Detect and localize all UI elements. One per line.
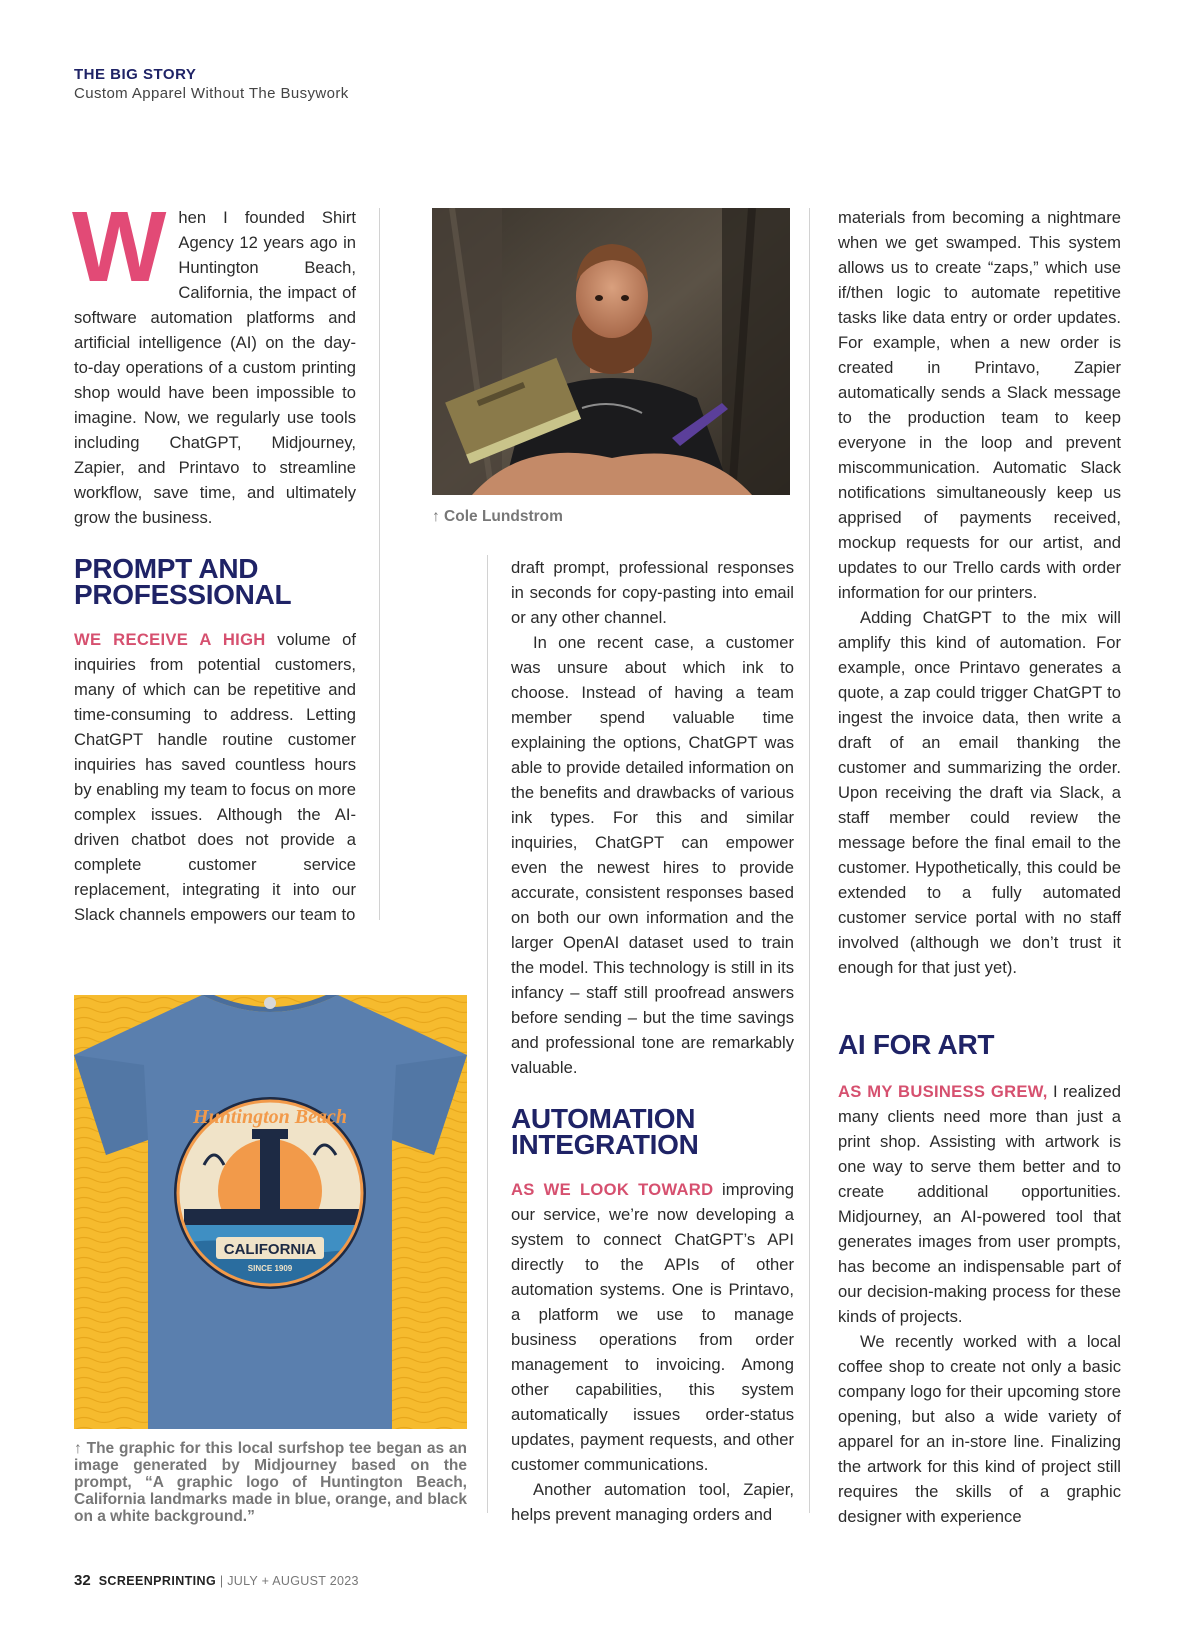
magazine-name: SCREENPRINTING	[98, 1574, 217, 1588]
page-footer	[74, 1572, 359, 1589]
tshirt-illustration	[74, 995, 467, 1429]
lead-in: AS MY BUSINESS GREW,	[838, 1082, 1048, 1101]
column-1-body	[74, 627, 356, 927]
heading-automation-integration: AUTOMATION INTEGRATION	[511, 1103, 699, 1160]
badge-since-text: SINCE 1909	[247, 1264, 293, 1273]
footer-separator: |	[216, 1574, 228, 1588]
page-number: 32	[74, 1572, 91, 1589]
column-2-paragraph-2: In one recent case, a customer was unsure about which ink to choose. Instead of having a team member spend valuable time explaining the options, ChatGPT was able to provide detailed information on the benefits and drawbacks of various ink types. For this and similar inquiries, ChatGPT can empower even the newest hires to provide accurate, consistent responses based on both our own information and the larger OpenAI dataset used to train the model. This technology is still in its infancy – staff still proofread answers before sending – but the time savings and professional tone are remarkably valuable.	[511, 633, 794, 1077]
column-3-paragraph-4: We recently worked with a local coffee shop to create not only a basic company logo for their upcoming store opening, but also a wide variety of apparel for an in-store line. Finalizing the artwork for this kind of project still requires the skills of a graphic designer with experience	[838, 1332, 1121, 1526]
lead-in: WE RECEIVE A HIGH	[74, 630, 266, 649]
column-rule-1	[379, 208, 380, 920]
column-2-bottom	[511, 1177, 794, 1527]
badge-bottom-text: CALIFORNIA	[223, 1241, 317, 1258]
column-rule-2	[487, 555, 488, 1513]
portrait-illustration	[432, 208, 790, 495]
portrait-photo	[432, 208, 790, 495]
article-subtitle: Custom Apparel Without The Busywork	[74, 85, 349, 102]
drop-cap: W	[72, 191, 167, 303]
portrait-caption: ↑ Cole Lundstrom	[432, 508, 563, 525]
column-1-intro	[72, 191, 356, 530]
column-3-top	[838, 205, 1121, 980]
intro-paragraph: hen I founded Shirt Agency 12 years ago in Huntington Beach, California, the impact of software automation platforms and artificial intelligence (AI) on the day-to-day operations of a custom printing shop would have been impossible to imagine. Now, we regularly use tools including ChatGPT, Midjourney, Zapier, and Printavo to streamline workflow, save time, and ultimately grow the business.	[74, 208, 356, 527]
column-3-paragraph-3: I realized many clients need more than just a print shop. Assisting with artwork is one way to serve them better and to create additional opportunities. Midjourney, an AI-powered tool that generates images from user prompts, has become an indispensable part of our decision-making process for these kinds of projects.	[838, 1082, 1121, 1326]
badge-top-text: Huntington Beach	[193, 1106, 347, 1128]
column-3-bottom	[838, 1079, 1121, 1529]
body-paragraph: volume of inquiries from potential customers, many of which can be repetitive and time-consuming to address. Letting ChatGPT handle routine customer inquiries has saved countless hours by enabling my team to focus on more complex issues. Although the AI-driven chatbot does not provide a complete customer service replacement, integrating it into our Slack channels empowers our team to	[74, 630, 356, 924]
column-2-top	[511, 555, 794, 1080]
tshirt-caption: ↑ The graphic for this local surfshop tee began as an image generated by Midjourney based on the prompt, “A graphic logo of Huntington Beach, California landmarks made in blue, orange, and black on a white background.”	[74, 1440, 467, 1525]
tshirt-photo	[74, 995, 467, 1429]
column-2-paragraph-1: draft prompt, professional responses in seconds for copy-pasting into email or any other channel.	[511, 558, 794, 627]
column-3-paragraph-1: materials from becoming a nightmare when we get swamped. This system allows us to create “zaps,” which use if/then logic to automate repetitive tasks like data entry or order updates. For example, when a new order is created in Printavo, Zapier automatically sends a Slack message to the production team to keep everyone in the loop and prevent miscommunication. Automatic Slack notifications simultaneously keep us apprised of payments received, mockup requests for our artist, and updates to our Trello cards with order information for our printers.	[838, 208, 1121, 602]
column-2-paragraph-4: Another automation tool, Zapier, helps prevent managing orders and	[511, 1480, 794, 1524]
heading-prompt-and-professional: PROMPT AND PROFESSIONAL	[74, 553, 292, 610]
lead-in: AS WE LOOK TOWARD	[511, 1180, 714, 1199]
issue-date: JULY + AUGUST 2023	[227, 1574, 359, 1588]
column-rule-3	[809, 208, 810, 1513]
column-3-paragraph-2: Adding ChatGPT to the mix will amplify this kind of automation. For example, once Printavo generates a quote, a zap could trigger ChatGPT to ingest the invoice data, then write a draft of an email thanking the customer and summarizing the order. Upon receiving the draft via Slack, a staff member could review the message before the final email to the customer. Hypothetically, this could be extended to a fully automated customer service portal with no staff involved (although we don’t trust it enough for that just yet).	[838, 608, 1121, 977]
column-2-paragraph-3: improving our service, we’re now developing a system to connect ChatGPT’s API directly to the APIs of other automation systems. One is Printavo, a platform we use to manage business operations from order management to invoicing. Among other capabilities, this system automatically issues order-status updates, payment requests, and other customer communications.	[511, 1180, 794, 1474]
section-kicker: THE BIG STORY	[74, 66, 197, 83]
heading-ai-for-art: AI FOR ART	[838, 1029, 995, 1060]
